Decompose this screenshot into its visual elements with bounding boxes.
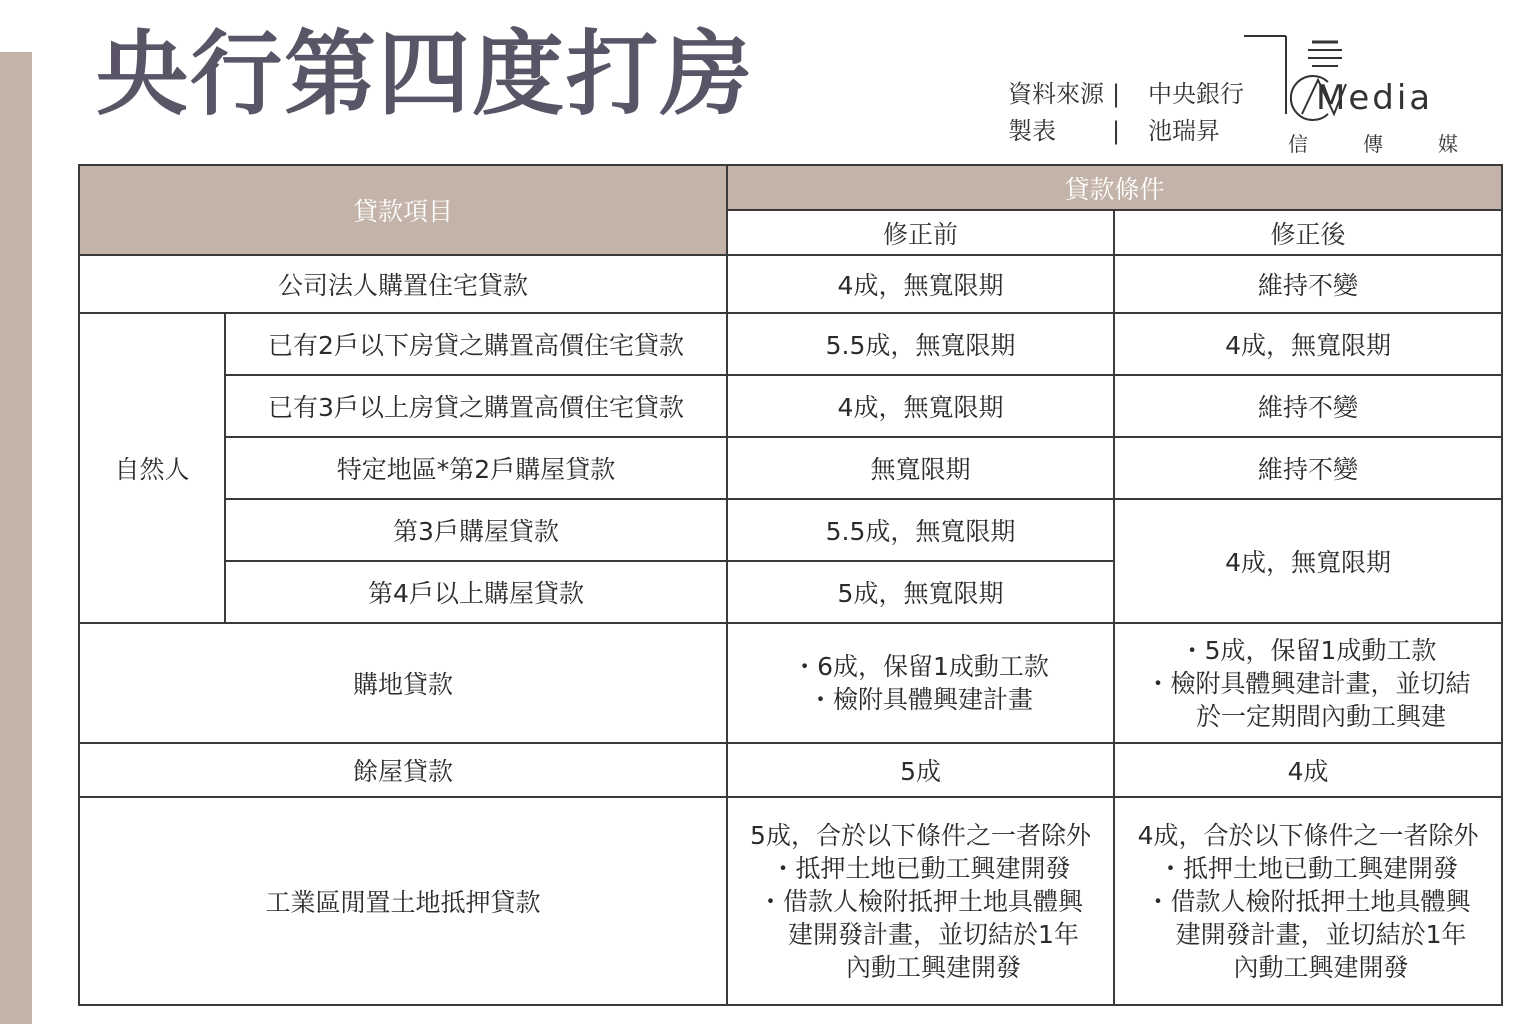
natural-row-before: 無寬限期 [727,437,1114,499]
source-value: 中央銀行 [1148,80,1244,108]
industrial-before-line: ・抵押土地已動工興建開發 [770,853,1071,883]
header-before: 修正前 [727,210,1114,255]
land-loan-label: 購地貸款 [79,623,727,743]
source-separator: | [1112,80,1121,108]
side-accent-bar [0,52,32,1024]
logo-sub-char: 信 [1288,132,1308,156]
logo-text: Media [1316,78,1434,118]
logo-sub-char: 媒 [1438,132,1458,156]
land-loan-after [1114,623,1502,743]
table-row [79,437,1502,499]
header-after: 修正後 [1114,210,1502,255]
maker-key: 製表 [1008,117,1056,145]
industrial-after-line: ・抵押土地已動工興建開發 [1158,853,1459,883]
maker-separator: | [1112,117,1121,145]
land-loan-before [727,623,1114,743]
industrial-before-line: 建開發計畫，並切結於1年 [788,919,1079,949]
natural-row-before: 4成，無寬限期 [727,375,1114,437]
table-row [79,743,1502,797]
industrial-after-line: 4成，合於以下條件之一者除外 [1137,820,1479,850]
land-before-line: ・檢附具體興建計畫 [808,685,1034,714]
natural-row-after: 維持不變 [1114,375,1502,437]
natural-row-label: 特定地區*第2戶購屋貸款 [225,437,727,499]
natural-row-label: 第3戶購屋貸款 [225,499,727,561]
industrial-after-line: ・借款人檢附抵押土地具體興 [1145,886,1471,916]
natural-row-label: 已有2戶以下房貸之購置高價住宅貸款 [225,313,727,375]
natural-row-before: 5.5成，無寬限期 [727,499,1114,561]
logo-subtitle [1288,128,1458,157]
land-after-line: 於一定期間內動工興建 [1196,701,1447,731]
table-row [79,255,1502,313]
table-row [79,313,1502,375]
industrial-before-line: 5成，合於以下條件之一者除外 [750,820,1091,850]
page-title: 央行第四度打房 [96,21,755,128]
natural-merged-after: 4成，無寬限期 [1114,499,1502,623]
corporate-before: 4成，無寬限期 [727,255,1114,313]
industrial-before-line: ・借款人檢附抵押土地具體興 [758,886,1084,916]
land-before-line: ・6成，保留1成動工款 [792,652,1049,681]
unsold-loan-after: 4成 [1114,743,1502,797]
industrial-loan-after [1114,797,1502,1005]
industrial-after-line: 內動工興建開發 [1233,952,1409,982]
natural-row-after: 4成，無寬限期 [1114,313,1502,375]
header-loan-item: 貸款項目 [79,165,727,255]
natural-row-label: 第4戶以上購屋貸款 [225,561,727,623]
maker-value: 池瑞昇 [1148,117,1220,145]
natural-row-label: 已有3戶以上房貸之購置高價住宅貸款 [225,375,727,437]
natural-row-after: 維持不變 [1114,437,1502,499]
industrial-loan-label: 工業區閒置土地抵押貸款 [79,797,727,1005]
maker-row [1008,113,1244,150]
table-row [79,375,1502,437]
loan-conditions-table [78,164,1503,1006]
table-row [79,499,1502,561]
table-row [79,797,1502,1005]
logo-sub-char: 傳 [1363,132,1383,156]
source-row [1008,76,1244,113]
header-loan-conditions: 貸款條件 [727,165,1502,210]
industrial-before-line: 內動工興建開發 [846,952,1022,982]
industrial-loan-before [727,797,1114,1005]
unsold-loan-before: 5成 [727,743,1114,797]
corporate-after: 維持不變 [1114,255,1502,313]
land-after-line: ・檢附具體興建計畫，並切結 [1145,668,1471,698]
corporate-label: 公司法人購置住宅貸款 [79,255,727,313]
source-credit [1008,76,1244,150]
source-key: 資料來源 [1008,80,1104,108]
land-after-line: ・5成，保留1成動工款 [1179,635,1437,665]
natural-row-before: 5.5成，無寬限期 [727,313,1114,375]
industrial-after-line: 建開發計畫，並切結於1年 [1175,919,1467,949]
unsold-loan-label: 餘屋貸款 [79,743,727,797]
natural-row-before: 5成，無寬限期 [727,561,1114,623]
table-row [79,623,1502,743]
natural-person-group: 自然人 [79,313,225,623]
